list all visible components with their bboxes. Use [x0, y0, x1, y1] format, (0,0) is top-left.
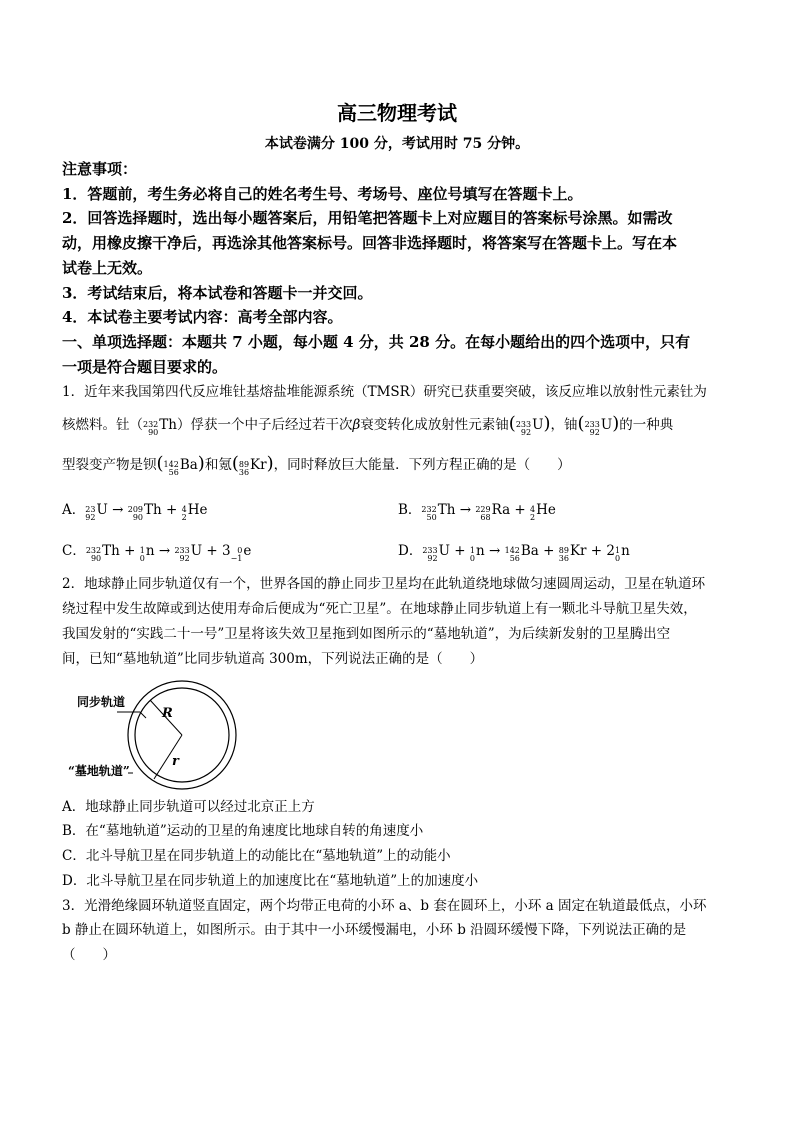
radius-r-label: r: [172, 754, 179, 769]
q1-option-b: B． 232 50 Th → 229 68 Ra + 4 2 He: [398, 502, 556, 522]
note-line: 3．考试结束后，将本试卷和答题卡一并交回。: [62, 284, 373, 302]
q2-option-d: D．北斗导航卫星在同步轨道上的加速度比在“墓地轨道”上的加速度小: [62, 873, 479, 889]
q1-stem: 1．近年来我国第四代反应堆钍基熔盐堆能源系统（TMSR）研究已获重要突破，该反应堆以放射性元素钍为: [62, 384, 707, 400]
page-title: 高三物理考试: [337, 101, 457, 125]
page-subtitle: 本试卷满分 100 分，考试用时 75 分钟。: [264, 136, 530, 152]
note-line: 试卷上无效。: [62, 259, 153, 277]
q2-option-b: B．在“墓地轨道”运动的卫星的角速度比地球自转的角速度小: [62, 823, 424, 839]
q1-stem-line2: 核燃料。钍（ 232 90 Th）俘获一个中子后经过若干次β衰变转化成放射性元素铀( 233 92 U)，铀( 233 92 U)的一种典: [62, 413, 674, 437]
note-line: 4．本试卷主要考试内容：高考全部内容。: [62, 308, 343, 326]
notes-heading: 注意事项：: [62, 160, 138, 178]
q1-option-d: D． 233 92 U + 1 0 n → 142 56 Ba + 89 36 Kr + 2 1 0 n: [398, 543, 630, 563]
note-line: 2．回答选择题时，选出每小题答案后，用铅笔把答题卡上对应题目的答案标号涂黑。如需改: [62, 209, 673, 227]
q2-option-c: C．北斗导航卫星在同步轨道上的动能比在“墓地轨道”上的动能小: [62, 848, 451, 864]
q1-stem-line3: 型裂变产物是钡( 142 56 Ba)和氪( 89 36 Kr)，同时释放巨大能量．下列方程正确的是（ ）: [62, 453, 571, 477]
sync-orbit-label: 同步轨道: [77, 695, 126, 709]
q1-option-a: A． 23 92 U → 209 90 Th + 4 2 He: [62, 502, 208, 522]
q2-option-a: A．地球静止同步轨道可以经过北京正上方: [62, 799, 315, 815]
q2-stem-line: 我国发射的“实践二十一号”卫星将该失效卫星拖到如图所示的“墓地轨道”，为后续新发射的卫星腾出空: [62, 626, 671, 642]
q2-stem-line: 间，已知“墓地轨道”比同步轨道高 300m，下列说法正确的是（ ）: [62, 651, 484, 667]
section-heading: 一、单项选择题：本题共 7 小题，每小题 4 分，共 28 分。在每小题给出的四个选项中，只有: [62, 333, 691, 351]
q1-option-c: C． 232 90 Th + 1 0 n → 233 92 U + 3 0 −1 e: [62, 543, 252, 563]
orbit-diagram: [62, 675, 302, 790]
note-line: 1．答题前，考生务必将自己的姓名考生号、考场号、座位号填写在答题卡上。: [62, 185, 583, 203]
q3-stem-line: （ ）: [62, 947, 116, 963]
grave-orbit-label: “墓地轨道”: [68, 764, 130, 778]
q2-stem-line: 绕过程中发生故障或到达使用寿命后便成为“死亡卫星”。在地球静止同步轨道上有一颗北斗导航卫星失效，: [62, 601, 697, 617]
radius-R-label: R: [162, 706, 173, 721]
section-heading: 一项是符合题目要求的。: [62, 358, 228, 376]
q3-stem-line: 3．光滑绝缘圆环轨道竖直固定，两个均带正电荷的小环 a、b 套在圆环上，小环 a 固定在轨道最低点，小环: [62, 898, 707, 914]
note-line: 动，用橡皮擦干净后，再选涂其他答案标号。回答非选择题时，将答案写在答题卡上。写在本: [62, 234, 678, 252]
q3-stem-line: b 静止在圆环轨道上，如图所示。由于其中一小环缓慢漏电，小环 b 沿圆环缓慢下降，下列说法正确的是: [62, 922, 687, 938]
q2-stem-line: 2．地球静止同步轨道仅有一个，世界各国的静止同步卫星均在此轨道绕地球做匀速圆周运动，卫星在轨道环: [62, 576, 706, 592]
